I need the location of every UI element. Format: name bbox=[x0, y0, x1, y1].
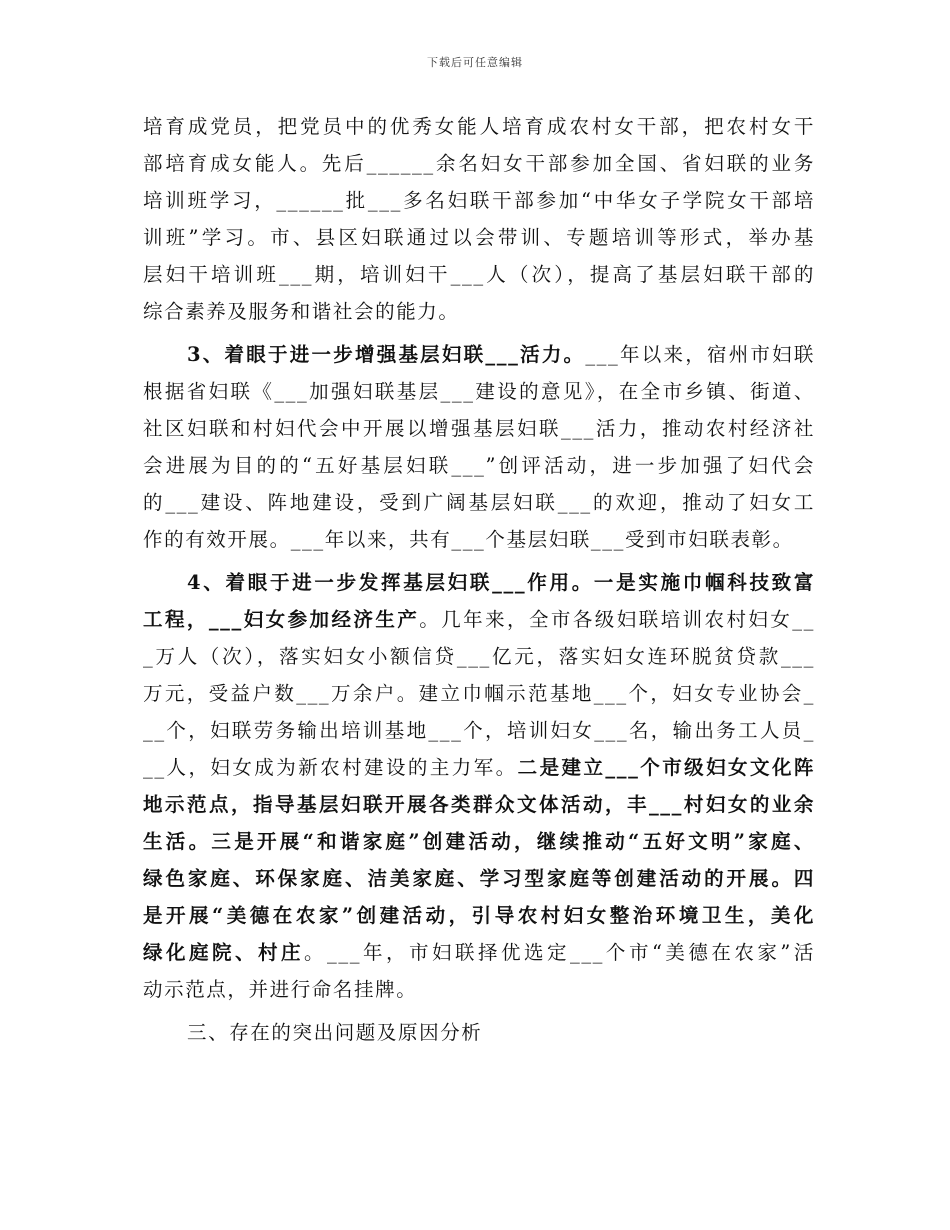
bold-run: 是开展“美德在农家”创建活动，引导农村妇女整治环境卫生，美化 bbox=[143, 904, 815, 927]
text-line bbox=[143, 934, 815, 971]
bold-run: 地示范点，指导基层妇联开展各类群众文体活动，丰___村妇女的业余 bbox=[143, 793, 815, 816]
text-run: 三、存在的突出问题及原因分析 bbox=[187, 1021, 483, 1044]
text-run: 会进展为目的的“五好基层妇联___”创评活动，进一步加强了妇代会 bbox=[143, 454, 815, 477]
text-line bbox=[143, 860, 815, 897]
text-line bbox=[143, 638, 815, 675]
document-body bbox=[143, 108, 815, 1051]
text-run: 训班”学习。市、县区妇联通过以会带训、专题培训等形式，举办基 bbox=[143, 226, 815, 249]
text-run: 培育成党员，把党员中的优秀女能人培育成农村女干部，把农村女干 bbox=[143, 115, 815, 138]
bold-run: 3、着眼于进一步增强基层妇联___活力。 bbox=[187, 343, 586, 366]
bold-run: 4、着眼于进一步发挥基层妇联___作用。一是实施巾帼科技致富 bbox=[187, 571, 815, 594]
text-run: __个，妇联劳务输出培训基地___个，培训妇女___名，输出务工人员_ bbox=[143, 719, 815, 742]
text-line bbox=[143, 410, 815, 447]
text-line bbox=[143, 219, 815, 256]
text-run: 。几年来，全市各级妇联培训农村妇女__ bbox=[419, 608, 815, 631]
text-line bbox=[143, 749, 815, 786]
bold-run: 工程，___妇女参加经济生产 bbox=[143, 608, 420, 631]
page-header: 下载后可任意编辑 bbox=[427, 56, 523, 69]
text-line bbox=[143, 712, 815, 749]
text-line bbox=[143, 145, 815, 182]
text-line bbox=[143, 823, 815, 860]
text-line bbox=[143, 521, 815, 558]
text-run: 作的有效开展。___年以来，共有___个基层妇联___受到市妇联表彰。 bbox=[143, 528, 794, 551]
text-line bbox=[143, 373, 815, 410]
text-line bbox=[143, 564, 815, 601]
text-line bbox=[143, 108, 815, 145]
text-line bbox=[143, 256, 815, 293]
text-run: ___年以来，宿州市妇联 bbox=[585, 343, 816, 366]
text-run: 综合素养及服务和谐社会的能力。 bbox=[143, 300, 460, 323]
text-run: _万人（次），落实妇女小额信贷___亿元，落实妇女连环脱贫贷款___ bbox=[143, 645, 815, 668]
bold-run: 绿化庭院、村庄 bbox=[143, 941, 305, 964]
bold-run: 绿色家庭、环保家庭、洁美家庭、学习型家庭等创建活动的开展。四 bbox=[143, 867, 815, 890]
text-line bbox=[143, 971, 815, 1008]
section-heading bbox=[143, 1014, 815, 1051]
text-run: 根据省妇联《___加强妇联基层___建设的意见》，在全市乡镇、街道、 bbox=[143, 380, 815, 403]
text-line bbox=[143, 447, 815, 484]
text-run: 。___年，市妇联择优选定___个市“美德在农家”活 bbox=[304, 941, 815, 964]
text-line bbox=[143, 336, 815, 373]
text-line bbox=[143, 601, 815, 638]
text-run: 部培育成女能人。先后______余名妇女干部参加全国、省妇联的业务 bbox=[143, 152, 815, 175]
text-run: 的___建设、阵地建设，受到广阔基层妇联___的欢迎，推动了妇女工 bbox=[143, 491, 815, 514]
text-line bbox=[143, 293, 815, 330]
text-run: 培训班学习，______批___多名妇联干部参加“中华女子学院女干部培 bbox=[143, 189, 815, 212]
text-run: 万元，受益户数___万余户。建立巾帼示范基地___个，妇女专业协会_ bbox=[143, 682, 815, 705]
text-line bbox=[143, 786, 815, 823]
text-run: 层妇干培训班___期，培训妇干___人（次），提高了基层妇联干部的 bbox=[143, 263, 815, 286]
text-run: __人，妇女成为新农村建设的主力军。 bbox=[143, 756, 518, 779]
bold-run: 生活。三是开展“和谐家庭”创建活动，继续推动“五好文明”家庭、 bbox=[143, 830, 815, 853]
text-line bbox=[143, 675, 815, 712]
text-line bbox=[143, 484, 815, 521]
text-run: 动示范点，并进行命名挂牌。 bbox=[143, 978, 418, 1001]
text-line bbox=[143, 182, 815, 219]
text-run: 社区妇联和村妇代会中开展以增强基层妇联___活力，推动农村经济社 bbox=[143, 417, 815, 440]
text-line bbox=[143, 897, 815, 934]
bold-run: 二是建立___个市级妇女文化阵 bbox=[517, 756, 815, 779]
